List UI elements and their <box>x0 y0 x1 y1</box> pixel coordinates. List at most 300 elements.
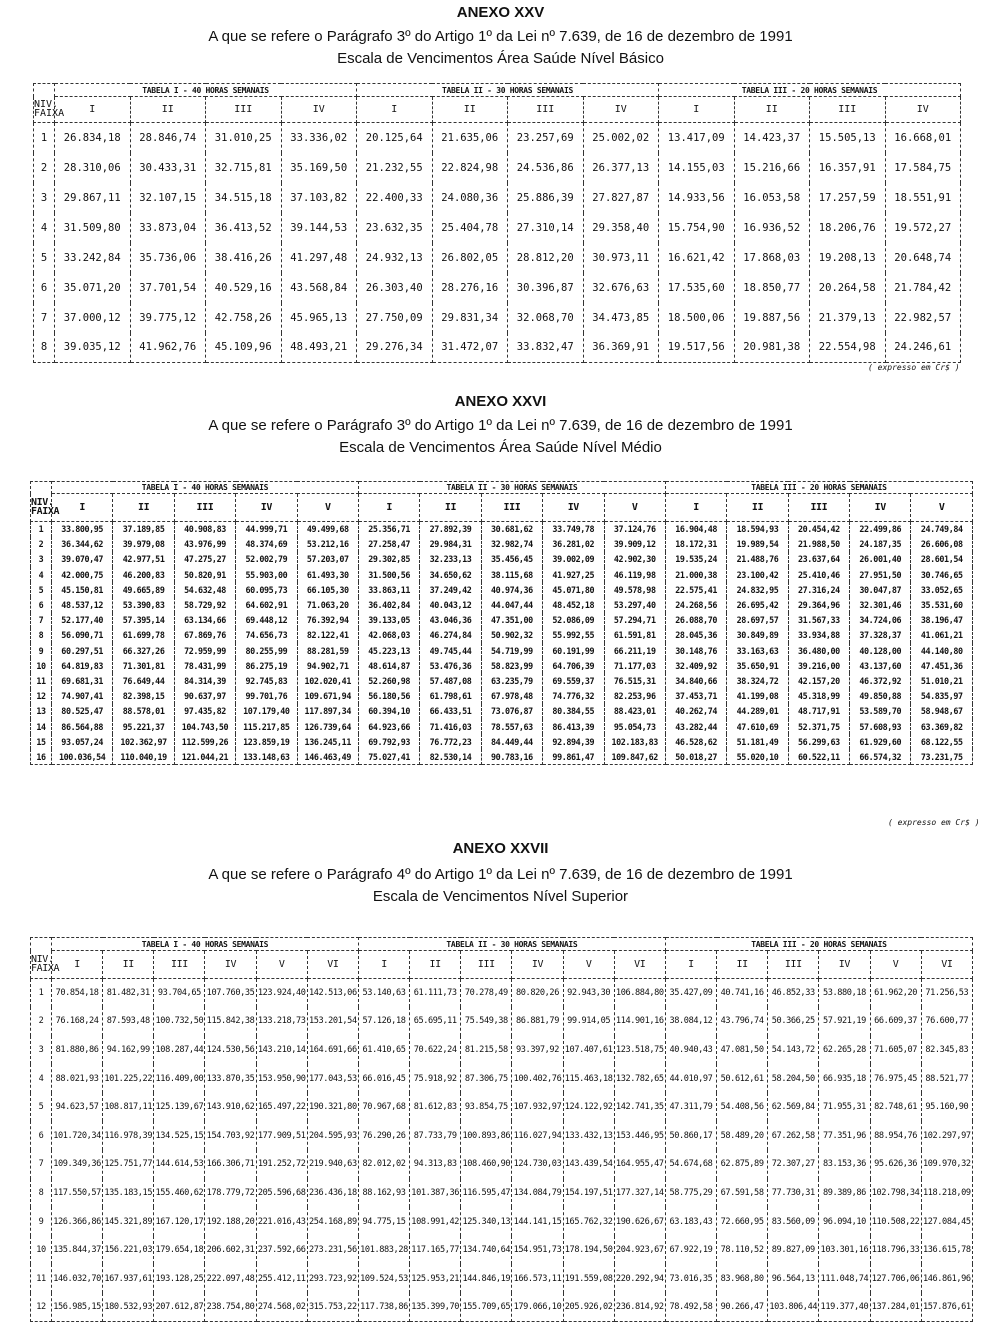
salary-cell: 37.124,76 <box>604 522 665 537</box>
salary-cell: 40.043,12 <box>420 597 481 612</box>
salary-cell: 54.632,48 <box>174 582 235 597</box>
salary-cell: 49.665,89 <box>113 582 174 597</box>
salary-cell: 58.729,92 <box>174 597 235 612</box>
table-row <box>31 1007 973 1036</box>
salary-cell: 167.120,17 <box>154 1207 205 1236</box>
table-group-header: TABELA III - 20 HORAS SEMANAIS <box>659 84 961 97</box>
salary-cell: 93.704,65 <box>154 979 205 1008</box>
salary-cell: 86.881,79 <box>512 1007 563 1036</box>
salary-cell: 144.614,53 <box>154 1150 205 1179</box>
salary-cell: 42.000,75 <box>52 567 113 582</box>
salary-cell: 99.701,76 <box>236 689 297 704</box>
salary-cell: 48.537,12 <box>52 597 113 612</box>
level-cell: 1 <box>34 123 55 153</box>
salary-cell: 86.275,19 <box>236 658 297 673</box>
salary-cell: 66.609,37 <box>870 1007 921 1036</box>
salary-cell: 88.423,01 <box>604 704 665 719</box>
salary-cell: 191.252,72 <box>256 1150 307 1179</box>
salary-cell: 66.105,30 <box>297 582 358 597</box>
level-cell: 10 <box>31 658 52 673</box>
salary-cell: 92.943,30 <box>563 979 614 1008</box>
annex25-reference: A que se refere o Parágrafo 3º do Artigo 1º da Lei nº 7.639, de 16 de dezembro de 1991 <box>208 28 793 45</box>
salary-cell: 53.880,18 <box>819 979 870 1008</box>
salary-cell: 221.016,43 <box>256 1207 307 1236</box>
salary-cell: 43.796,74 <box>717 1007 768 1036</box>
salary-cell: 19.208,13 <box>810 243 886 273</box>
salary-cell: 87.733,79 <box>410 1121 461 1150</box>
salary-cell: 101.883,28 <box>358 1236 409 1265</box>
column-header-row <box>31 951 973 979</box>
salary-cell: 143.210,14 <box>256 1036 307 1065</box>
salary-cell: 134.084,79 <box>512 1179 563 1208</box>
column-header: II <box>734 97 810 123</box>
salary-cell: 92.745,83 <box>236 673 297 688</box>
salary-cell: 41.199,08 <box>727 689 788 704</box>
salary-cell: 74.907,41 <box>52 689 113 704</box>
salary-cell: 66.016,45 <box>358 1064 409 1093</box>
column-header: I <box>665 951 716 979</box>
salary-cell: 61.111,73 <box>410 979 461 1008</box>
salary-cell: 95.054,73 <box>604 719 665 734</box>
salary-cell: 153.201,54 <box>307 1007 358 1036</box>
salary-cell: 76.649,44 <box>113 673 174 688</box>
salary-cell: 54.719,99 <box>481 643 542 658</box>
salary-cell: 21.232,55 <box>357 153 433 183</box>
salary-cell: 58.948,67 <box>911 704 973 719</box>
salary-cell: 24.536,86 <box>508 153 584 183</box>
level-cell: 15 <box>31 734 52 749</box>
salary-cell: 27.827,87 <box>583 183 659 213</box>
salary-cell: 135.399,70 <box>410 1293 461 1322</box>
column-header: I <box>52 494 113 522</box>
salary-cell: 33.749,78 <box>543 522 604 537</box>
salary-cell: 35.427,09 <box>665 979 716 1008</box>
salary-cell: 31.472,07 <box>432 333 508 363</box>
salary-cell: 61.798,61 <box>420 689 481 704</box>
salary-cell: 52.002,79 <box>236 552 297 567</box>
level-cell: 1 <box>31 979 52 1008</box>
column-header: II <box>410 951 461 979</box>
salary-cell: 66.433,51 <box>420 704 481 719</box>
level-cell: 3 <box>31 1036 52 1065</box>
salary-cell: 16.668,01 <box>885 123 961 153</box>
level-cell: 12 <box>31 689 52 704</box>
salary-cell: 125.751,77 <box>103 1150 154 1179</box>
salary-cell: 18.850,77 <box>734 273 810 303</box>
salary-cell: 21.488,76 <box>727 552 788 567</box>
level-cell: 5 <box>31 582 52 597</box>
salary-cell: 67.591,58 <box>717 1179 768 1208</box>
salary-cell: 76.168,24 <box>52 1007 103 1036</box>
salary-cell: 44.010,97 <box>665 1064 716 1093</box>
salary-cell: 67.922,19 <box>665 1236 716 1265</box>
salary-cell: 28.601,54 <box>911 552 973 567</box>
salary-cell: 28.276,16 <box>432 273 508 303</box>
level-cell: 7 <box>34 303 55 333</box>
salary-cell: 76.392,94 <box>297 613 358 628</box>
salary-cell: 44.999,71 <box>236 522 297 537</box>
salary-cell: 30.148,76 <box>665 643 726 658</box>
salary-cell: 33.052,65 <box>911 582 973 597</box>
salary-cell: 80.525,47 <box>52 704 113 719</box>
salary-cell: 73.016,35 <box>665 1264 716 1293</box>
salary-cell: 95.626,36 <box>870 1150 921 1179</box>
column-header: III <box>154 951 205 979</box>
column-header: IV <box>543 494 604 522</box>
salary-cell: 26.802,05 <box>432 243 508 273</box>
salary-cell: 154.703,92 <box>205 1121 256 1150</box>
salary-cell: 37.328,37 <box>850 628 911 643</box>
salary-cell: 135.844,37 <box>52 1236 103 1265</box>
salary-cell: 40.940,43 <box>665 1036 716 1065</box>
salary-cell: 20.648,74 <box>885 243 961 273</box>
salary-cell: 143.439,54 <box>563 1150 614 1179</box>
salary-cell: 111.048,74 <box>819 1264 870 1293</box>
salary-cell: 50.366,25 <box>768 1007 819 1036</box>
salary-cell: 145.321,89 <box>103 1207 154 1236</box>
salary-cell: 16.936,52 <box>734 213 810 243</box>
column-header: V <box>604 494 665 522</box>
salary-cell: 136.245,11 <box>297 734 358 749</box>
salary-cell: 125.139,67 <box>154 1093 205 1122</box>
salary-cell: 30.396,87 <box>508 273 584 303</box>
salary-cell: 36.281,02 <box>543 537 604 552</box>
salary-cell: 56.299,63 <box>788 734 849 749</box>
salary-cell: 47.610,69 <box>727 719 788 734</box>
salary-cell: 22.575,41 <box>665 582 726 597</box>
salary-cell: 42.902,30 <box>604 552 665 567</box>
salary-cell: 52.260,98 <box>358 673 419 688</box>
salary-cell: 254.168,89 <box>307 1207 358 1236</box>
salary-cell: 100.036,54 <box>52 749 113 764</box>
salary-cell: 14.155,03 <box>659 153 735 183</box>
salary-cell: 123.924,40 <box>256 979 307 1008</box>
salary-cell: 21.000,38 <box>665 567 726 582</box>
salary-cell: 133.148,63 <box>236 749 297 764</box>
salary-cell: 31.567,33 <box>788 613 849 628</box>
salary-cell: 33.163,63 <box>727 643 788 658</box>
salary-cell: 32.982,74 <box>481 537 542 552</box>
salary-cell: 80.255,99 <box>236 643 297 658</box>
salary-cell: 33.934,88 <box>788 628 849 643</box>
salary-cell: 177.909,51 <box>256 1121 307 1150</box>
column-header: I <box>55 97 131 123</box>
salary-cell: 50.902,32 <box>481 628 542 643</box>
salary-cell: 206.602,31 <box>205 1236 256 1265</box>
salary-cell: 22.824,98 <box>432 153 508 183</box>
salary-cell: 36.480,00 <box>788 643 849 658</box>
salary-cell: 127.706,06 <box>870 1264 921 1293</box>
table-row <box>31 719 973 734</box>
column-header: IV <box>819 951 870 979</box>
salary-cell: 47.351,00 <box>481 613 542 628</box>
level-cell: 3 <box>31 552 52 567</box>
level-cell: 7 <box>31 1150 52 1179</box>
salary-cell: 37.189,85 <box>113 522 174 537</box>
salary-cell: 93.397,92 <box>512 1036 563 1065</box>
salary-cell: 22.554,98 <box>810 333 886 363</box>
salary-cell: 36.369,91 <box>583 333 659 363</box>
salary-cell: 76.600,77 <box>921 1007 972 1036</box>
table-row <box>31 552 973 567</box>
salary-cell: 153.446,95 <box>614 1121 665 1150</box>
salary-cell: 43.046,36 <box>420 613 481 628</box>
column-header: II <box>727 494 788 522</box>
table-row <box>34 123 961 153</box>
salary-cell: 78.431,99 <box>174 658 235 673</box>
salary-cell: 64.602,91 <box>236 597 297 612</box>
salary-cell: 36.344,62 <box>52 537 113 552</box>
niv-faixa-header: NIV. FAIXA <box>34 97 55 123</box>
salary-cell: 27.892,39 <box>420 522 481 537</box>
annex27-title: ANEXO XXVII <box>452 840 549 857</box>
level-cell: 5 <box>34 243 55 273</box>
salary-cell: 99.861,47 <box>543 749 604 764</box>
salary-cell: 103.301,16 <box>819 1236 870 1265</box>
salary-cell: 103.806,44 <box>768 1293 819 1322</box>
salary-cell: 220.292,94 <box>614 1264 665 1293</box>
salary-cell: 222.097,48 <box>205 1264 256 1293</box>
salary-cell: 117.550,57 <box>52 1179 103 1208</box>
salary-cell: 39.133,05 <box>358 613 419 628</box>
salary-cell: 57.921,19 <box>819 1007 870 1036</box>
salary-cell: 73.076,87 <box>481 704 542 719</box>
salary-cell: 80.384,55 <box>543 704 604 719</box>
salary-cell: 81.880,86 <box>52 1036 103 1065</box>
salary-cell: 117.897,34 <box>297 704 358 719</box>
column-header: II <box>103 951 154 979</box>
salary-cell: 53.390,83 <box>113 597 174 612</box>
salary-cell: 45.318,99 <box>788 689 849 704</box>
salary-cell: 107.760,35 <box>205 979 256 1008</box>
salary-cell: 94.902,71 <box>297 658 358 673</box>
salary-cell: 92.894,39 <box>543 734 604 749</box>
salary-cell: 35.736,06 <box>130 243 206 273</box>
salary-cell: 146.861,96 <box>921 1264 972 1293</box>
salary-cell: 293.723,92 <box>307 1264 358 1293</box>
table-group-header: TABELA I - 40 HORAS SEMANAIS <box>52 482 359 494</box>
salary-cell: 52.177,40 <box>52 613 113 628</box>
salary-cell: 57.126,18 <box>358 1007 409 1036</box>
salary-cell: 16.904,48 <box>665 522 726 537</box>
salary-cell: 21.988,50 <box>788 537 849 552</box>
salary-cell: 134.525,15 <box>154 1121 205 1150</box>
salary-cell: 44.140,80 <box>911 643 973 658</box>
table-row <box>31 628 973 643</box>
salary-cell: 16.357,91 <box>810 153 886 183</box>
salary-cell: 48.717,91 <box>788 704 849 719</box>
salary-cell: 76.975,45 <box>870 1064 921 1093</box>
salary-cell: 97.435,82 <box>174 704 235 719</box>
salary-cell: 33.873,04 <box>130 213 206 243</box>
salary-cell: 37.701,54 <box>130 273 206 303</box>
salary-cell: 190.626,67 <box>614 1207 665 1236</box>
salary-cell: 84.449,44 <box>481 734 542 749</box>
table-row <box>31 643 973 658</box>
table-row <box>31 749 973 764</box>
salary-cell: 81.482,31 <box>103 979 154 1008</box>
salary-cell: 124.530,56 <box>205 1036 256 1065</box>
salary-cell: 17.868,03 <box>734 243 810 273</box>
table-row <box>31 537 973 552</box>
salary-cell: 58.775,29 <box>665 1179 716 1208</box>
salary-cell: 87.593,48 <box>103 1007 154 1036</box>
annex25-title: ANEXO XXV <box>456 4 545 21</box>
salary-cell: 52.086,09 <box>543 613 604 628</box>
salary-cell: 46.119,98 <box>604 567 665 582</box>
salary-cell: 93.057,24 <box>52 734 113 749</box>
table-row <box>31 1293 973 1322</box>
salary-cell: 123.859,19 <box>236 734 297 749</box>
salary-cell: 31.500,56 <box>358 567 419 582</box>
salary-cell: 33.800,95 <box>52 522 113 537</box>
salary-cell: 30.973,11 <box>583 243 659 273</box>
salary-cell: 38.084,12 <box>665 1007 716 1036</box>
salary-cell: 63.134,66 <box>174 613 235 628</box>
salary-cell: 24.246,61 <box>885 333 961 363</box>
table-row <box>31 597 973 612</box>
salary-cell: 109.970,32 <box>921 1150 972 1179</box>
salary-cell: 178.194,50 <box>563 1236 614 1265</box>
level-cell: 6 <box>31 1121 52 1150</box>
salary-cell: 107.179,40 <box>236 704 297 719</box>
salary-cell: 39.144,53 <box>281 213 357 243</box>
salary-cell: 39.775,12 <box>130 303 206 333</box>
salary-cell: 81.612,83 <box>410 1093 461 1122</box>
level-cell: 11 <box>31 673 52 688</box>
column-header: IV <box>205 951 256 979</box>
salary-cell: 109.847,62 <box>604 749 665 764</box>
level-cell: 3 <box>34 183 55 213</box>
salary-cell: 89.389,86 <box>819 1179 870 1208</box>
salary-cell: 35.456,45 <box>481 552 542 567</box>
salary-cell: 39.216,00 <box>788 658 849 673</box>
salary-cell: 43.976,99 <box>174 537 235 552</box>
salary-cell: 70.967,68 <box>358 1093 409 1122</box>
salary-cell: 53.297,40 <box>604 597 665 612</box>
salary-cell: 30.681,62 <box>481 522 542 537</box>
salary-cell: 67.869,76 <box>174 628 235 643</box>
salary-cell: 46.274,84 <box>420 628 481 643</box>
salary-cell: 34.473,85 <box>583 303 659 333</box>
salary-cell: 82.012,02 <box>358 1150 409 1179</box>
salary-cell: 125.953,21 <box>410 1264 461 1293</box>
salary-cell: 192.188,20 <box>205 1207 256 1236</box>
salary-cell: 28.697,57 <box>727 613 788 628</box>
annex26-table <box>30 481 973 765</box>
salary-cell: 30.746,65 <box>911 567 973 582</box>
salary-cell: 164.691,66 <box>307 1036 358 1065</box>
level-cell: 11 <box>31 1264 52 1293</box>
salary-cell: 23.257,69 <box>508 123 584 153</box>
salary-cell: 51.181,49 <box>727 734 788 749</box>
group-header-row <box>34 84 961 97</box>
salary-cell: 21.784,42 <box>885 273 961 303</box>
table-row <box>34 213 961 243</box>
salary-cell: 45.109,96 <box>206 333 282 363</box>
salary-cell: 15.505,13 <box>810 123 886 153</box>
salary-cell: 45.223,13 <box>358 643 419 658</box>
salary-cell: 62.875,89 <box>717 1150 768 1179</box>
level-cell: 4 <box>31 1064 52 1093</box>
column-header: V <box>870 951 921 979</box>
column-header: II <box>113 494 174 522</box>
salary-cell: 109.349,36 <box>52 1150 103 1179</box>
salary-cell: 81.215,58 <box>461 1036 512 1065</box>
salary-cell: 25.002,02 <box>583 123 659 153</box>
level-cell: 4 <box>31 567 52 582</box>
group-header-row <box>31 482 973 494</box>
salary-cell: 29.984,31 <box>420 537 481 552</box>
salary-cell: 63.183,43 <box>665 1207 716 1236</box>
salary-cell: 87.306,75 <box>461 1064 512 1093</box>
column-header: V <box>911 494 973 522</box>
salary-cell: 21.379,13 <box>810 303 886 333</box>
salary-cell: 166.573,11 <box>512 1264 563 1293</box>
table-row <box>31 567 973 582</box>
salary-cell: 133.432,13 <box>563 1121 614 1150</box>
salary-cell: 116.978,39 <box>103 1121 154 1150</box>
column-header: IV <box>281 97 357 123</box>
salary-cell: 45.150,81 <box>52 582 113 597</box>
salary-cell: 69.792,93 <box>358 734 419 749</box>
salary-cell: 94.623,57 <box>52 1093 103 1122</box>
column-header: V <box>297 494 358 522</box>
salary-cell: 76.772,23 <box>420 734 481 749</box>
salary-cell: 24.187,35 <box>850 537 911 552</box>
salary-cell: 39.909,12 <box>604 537 665 552</box>
salary-cell: 22.982,57 <box>885 303 961 333</box>
salary-cell: 57.395,14 <box>113 613 174 628</box>
salary-cell: 24.749,84 <box>911 522 973 537</box>
salary-cell: 34.840,66 <box>665 673 726 688</box>
salary-cell: 26.606,08 <box>911 537 973 552</box>
corner-cell <box>31 482 52 494</box>
salary-cell: 53.140,63 <box>358 979 409 1008</box>
salary-cell: 142.513,06 <box>307 979 358 1008</box>
salary-cell: 315.753,22 <box>307 1293 358 1322</box>
level-cell: 8 <box>34 333 55 363</box>
salary-cell: 193.128,25 <box>154 1264 205 1293</box>
salary-cell: 112.599,26 <box>174 734 235 749</box>
salary-cell: 66.574,32 <box>850 749 911 764</box>
salary-cell: 35.531,60 <box>911 597 973 612</box>
salary-cell: 124.730,03 <box>512 1150 563 1179</box>
salary-cell: 156.221,03 <box>103 1236 154 1265</box>
salary-cell: 108.991,42 <box>410 1207 461 1236</box>
salary-cell: 56.180,56 <box>358 689 419 704</box>
level-cell: 8 <box>31 628 52 643</box>
salary-cell: 70.622,24 <box>410 1036 461 1065</box>
salary-cell: 146.463,49 <box>297 749 358 764</box>
salary-cell: 236.814,92 <box>614 1293 665 1322</box>
salary-cell: 42.758,26 <box>206 303 282 333</box>
salary-cell: 18.172,31 <box>665 537 726 552</box>
salary-cell: 47.081,50 <box>717 1036 768 1065</box>
salary-cell: 29.364,96 <box>788 597 849 612</box>
salary-cell: 39.002,09 <box>543 552 604 567</box>
salary-cell: 76.290,26 <box>358 1121 409 1150</box>
salary-cell: 37.103,82 <box>281 183 357 213</box>
salary-cell: 124.122,92 <box>563 1093 614 1122</box>
corner-cell <box>31 938 52 951</box>
salary-cell: 66.935,18 <box>819 1064 870 1093</box>
table-row <box>31 689 973 704</box>
salary-cell: 61.929,60 <box>850 734 911 749</box>
salary-cell: 37.000,12 <box>55 303 131 333</box>
salary-cell: 49.850,88 <box>850 689 911 704</box>
salary-cell: 137.284,01 <box>870 1293 921 1322</box>
